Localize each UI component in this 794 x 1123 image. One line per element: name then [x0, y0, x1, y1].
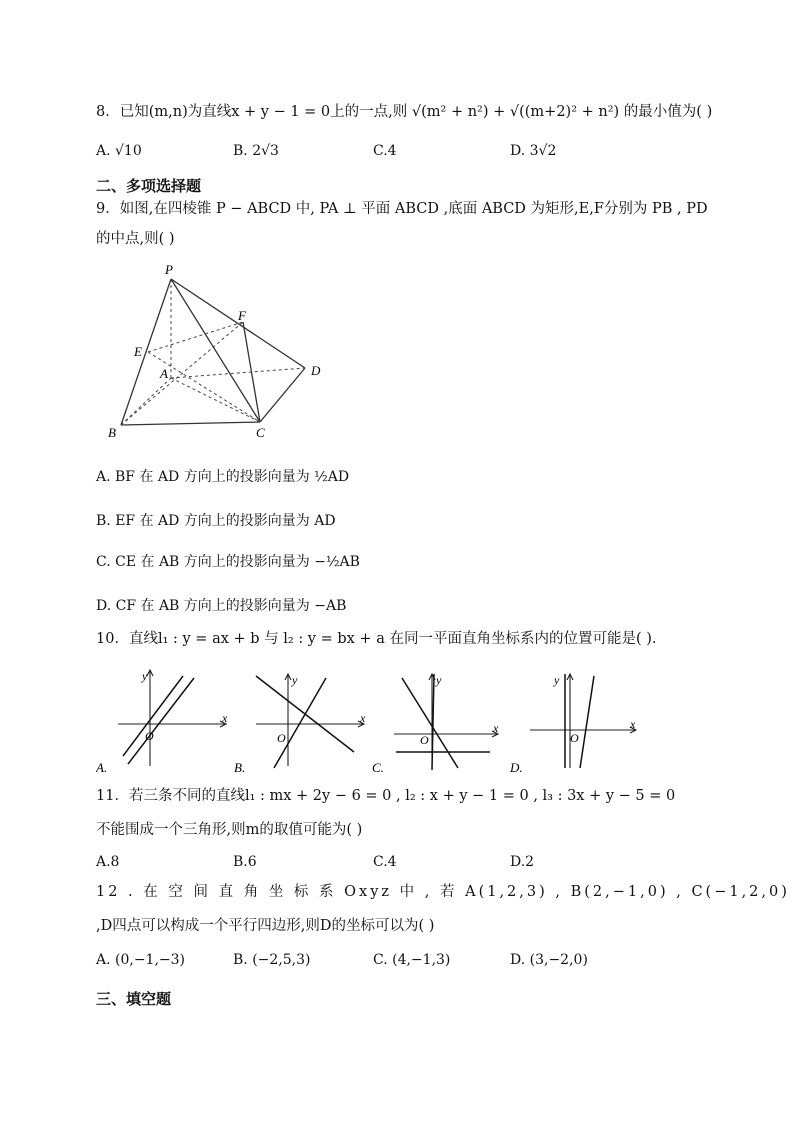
graph-b-origin: O	[277, 731, 286, 745]
label-a: A	[160, 366, 168, 381]
graph-c-letter: C.	[372, 760, 384, 775]
q9-option-b: B. EF 在 AD 方向上的投影向量为 AD	[96, 513, 336, 529]
graph-a-y-label: y	[142, 669, 148, 683]
label-e: E	[134, 344, 142, 359]
q8-option-d: D. 3√2	[510, 143, 557, 159]
q9-stem-line1: 9．如图,在四棱锥 P − ABCD 中, PA ⊥ 平面 ABCD ,底面 ABCD 为矩形,E,F分别为 PB , PD	[96, 201, 708, 217]
label-p: P	[165, 262, 173, 277]
q12-stem-line2: ,D四点可以构成一个平行四边形,则D的坐标可以为( )	[96, 918, 435, 934]
graph-b-x-label: x	[360, 711, 366, 725]
q11-option-d: D.2	[510, 854, 535, 870]
q8-option-a: A. √10	[96, 143, 142, 159]
label-b: B	[108, 425, 116, 440]
q9-option-c: C. CE 在 AB 方向上的投影向量为 −½AB	[96, 554, 360, 570]
graph-b-y-label: y	[292, 673, 298, 687]
q8-option-b: B. 2√3	[233, 143, 279, 159]
q12-stem-line1: 12 . 在 空 间 直 角 坐 标 系 Oxyz 中 , 若 A(1,2,3) , B(2,−1,0) , C(−1,2,0)	[96, 884, 790, 900]
q11-option-b: B.6	[233, 854, 257, 870]
label-f: F	[238, 308, 246, 323]
graph-a-letter: A.	[96, 760, 108, 775]
graph-c-y-label: y	[436, 673, 442, 687]
q12-option-b: B. (−2,5,3)	[233, 952, 311, 968]
graph-a-x-label: x	[222, 711, 228, 725]
graph-a	[96, 664, 232, 776]
q8-stem: 8．已知(m,n)为直线x + y − 1 = 0上的一点,则 √(m² + n²) + √((m+2)² + n²) 的最小值为( )	[96, 104, 713, 120]
q8-option-c: C.4	[373, 143, 397, 159]
q9-option-a: A. BF 在 AD 方向上的投影向量为 ½AD	[96, 469, 350, 485]
q12-option-c: C. (4,−1,3)	[373, 952, 451, 968]
q12-option-d: D. (3,−2,0)	[510, 952, 588, 968]
section-title-fill-in: 三、填空题	[96, 990, 172, 1008]
q9-option-d: D. CF 在 AB 方向上的投影向量为 −AB	[96, 598, 347, 614]
graph-d-origin: O	[570, 731, 579, 745]
graph-c-origin: O	[420, 733, 429, 747]
graph-d	[510, 664, 646, 776]
graph-c	[372, 664, 508, 776]
graph-b-letter: B.	[234, 760, 246, 775]
graph-a-origin: O	[145, 729, 154, 743]
q11-option-c: C.4	[373, 854, 397, 870]
q11-option-a: A.8	[96, 854, 120, 870]
pyramid-figure	[100, 258, 330, 443]
label-d: D	[311, 363, 321, 378]
q9-stem-line2: 的中点,则( )	[96, 231, 175, 247]
graph-d-letter: D.	[510, 760, 523, 775]
q11-stem-line1: 11．若三条不同的直线l₁ : mx + 2y − 6 = 0 , l₂ : x + y − 1 = 0 , l₃ : 3x + y − 5 = 0	[96, 788, 676, 804]
graph-d-x-label: x	[630, 717, 636, 731]
q11-stem-line2: 不能围成一个三角形,则m的取值可能为( )	[96, 822, 363, 838]
graph-b	[234, 664, 370, 776]
label-c: C	[256, 425, 265, 440]
graph-d-y-label: y	[554, 673, 560, 687]
q12-option-a: A. (0,−1,−3)	[96, 952, 186, 968]
section-title-multiple-choice: 二、多项选择题	[96, 177, 202, 195]
q10-stem: 10．直线l₁ : y = ax + b 与 l₂ : y = bx + a 在同一平面直角坐标系内的位置可能是( ).	[96, 631, 657, 647]
graph-c-x-label: x	[493, 721, 499, 735]
